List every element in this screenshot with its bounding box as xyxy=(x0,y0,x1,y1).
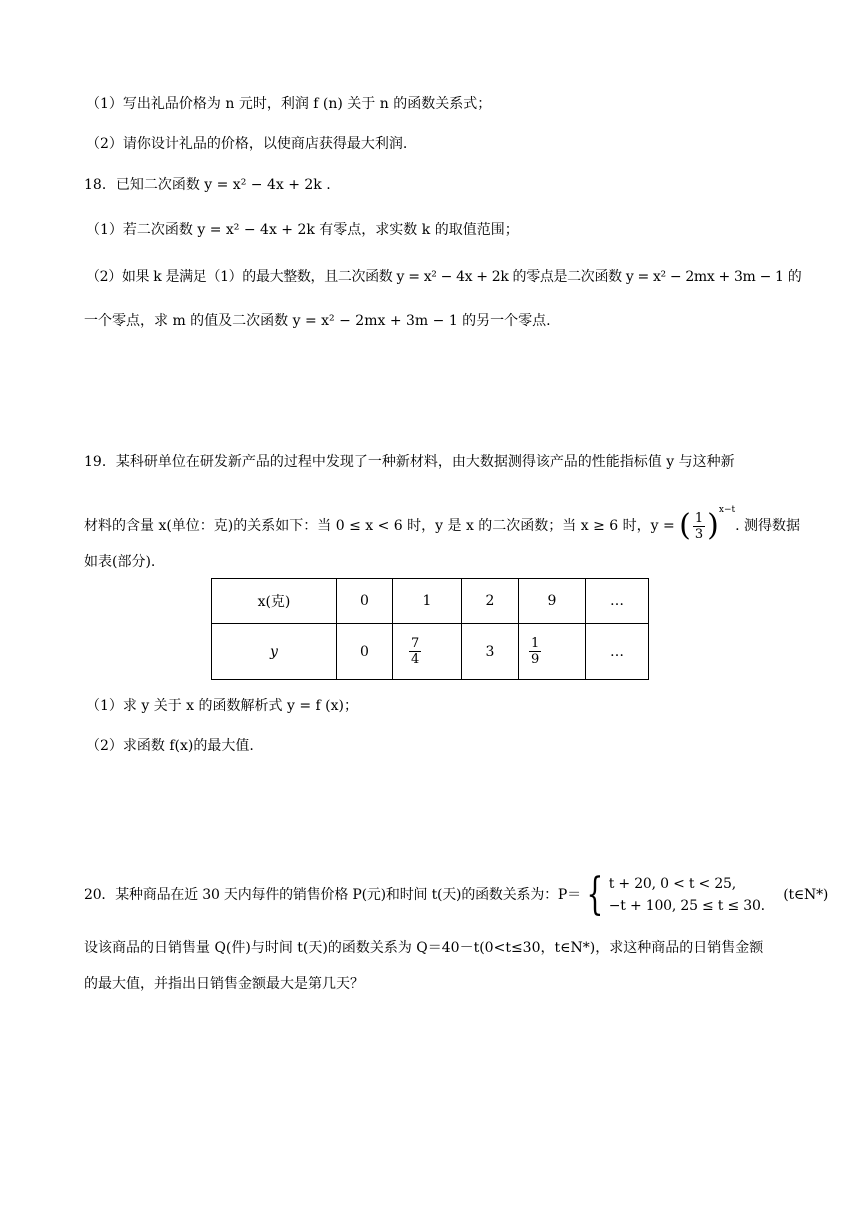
q20-line3: 的最大值，并指出日销售金额最大是第几天？ xyxy=(84,976,364,992)
q17-part1: （1）写出礼品价格为 n 元时，利润 f (n) 关于 n 的函数关系式； xyxy=(86,96,492,112)
q20-stem-line1 xyxy=(84,870,828,920)
q19-stem-line3: 如表(部分). xyxy=(84,554,156,570)
table-cell: 2 xyxy=(462,579,519,624)
q19-stem-line1: 19．某科研单位在研发新产品的过程中发现了一种新材料，由大数据测得该产品的性能指标值 y 与这种新 xyxy=(84,454,735,470)
q19-stem-line2-text: 材料的含量 x(单位：克)的关系如下：当 0 ≤ x < 6 时，y 是 x 的二次函数；当 x ≥ 6 时，y = xyxy=(84,518,680,534)
exponent: x−t xyxy=(718,505,736,515)
q19-part1: （1）求 y 关于 x 的函数解析式 y = f (x)； xyxy=(86,698,358,714)
table-cell: x(克) xyxy=(212,579,337,624)
q18-part2-line1: （2）如果 k 是满足（1）的最大整数，且二次函数 y = x² − 4x + 2k 的零点是二次函数 y = x² − 2mx + 3m − 1 的 xyxy=(86,269,802,285)
fraction-seven-fourths: $\frac{7}{4}$ xyxy=(411,636,420,667)
case-1: t + 20, 0 < t < 25, xyxy=(608,876,736,892)
table-cell: 1 xyxy=(393,579,462,624)
q18-part1: （1）若二次函数 y = x² − 4x + 2k 有零点，求实数 k 的取值范围； xyxy=(86,222,519,238)
table-cell: 3 xyxy=(462,624,519,680)
brace-icon: { xyxy=(586,869,604,920)
table-row xyxy=(212,579,649,624)
fraction-one-ninth: $\frac{1}{9}$ xyxy=(531,636,540,667)
case-2: −t + 100, 25 ≤ t ≤ 30. xyxy=(608,898,765,914)
data-table xyxy=(211,578,649,680)
q19-stem-line2-post: . 测得数据 xyxy=(735,518,801,534)
table-cell: … xyxy=(586,579,649,624)
q19-part2: （2）求函数 f(x)的最大值. xyxy=(86,738,254,754)
table-cell: … xyxy=(586,624,649,680)
paren-right: ) xyxy=(707,508,719,543)
q18-stem: 18．已知二次函数 y = x² − 4x + 2k . xyxy=(84,177,331,193)
base-fraction: $\frac{1}{3}$ xyxy=(694,510,704,542)
q20-domain: (t∈N*) xyxy=(783,887,829,903)
table-cell xyxy=(393,624,462,680)
q19-stem-line2 xyxy=(84,490,800,546)
q17-part2: （2）请你设计礼品的价格，以使商店获得最大利润. xyxy=(86,136,408,152)
table-cell: 0 xyxy=(337,579,393,624)
table-row xyxy=(212,624,649,680)
piecewise-cases xyxy=(609,873,765,917)
paren-left: ( xyxy=(679,508,691,543)
table-cell: 0 xyxy=(337,624,393,680)
table-cell xyxy=(519,624,586,680)
q18-part2-line2: 一个零点，求 m 的值及二次函数 y = x² − 2mx + 3m − 1 的另一个零点. xyxy=(84,313,551,329)
q20-line2: 设该商品的日销售量 Q(件)与时间 t(天)的函数关系为 Q＝40－t(0<t≤30，t∈N*)，求这种商品的日销售金额 xyxy=(84,940,764,956)
table-cell: y xyxy=(212,624,337,680)
table-cell: 9 xyxy=(519,579,586,624)
q20-stem-text: 20．某种商品在近 30 天内每件的销售价格 P(元)和时间 t(天)的函数关系为：P＝ xyxy=(84,887,581,903)
